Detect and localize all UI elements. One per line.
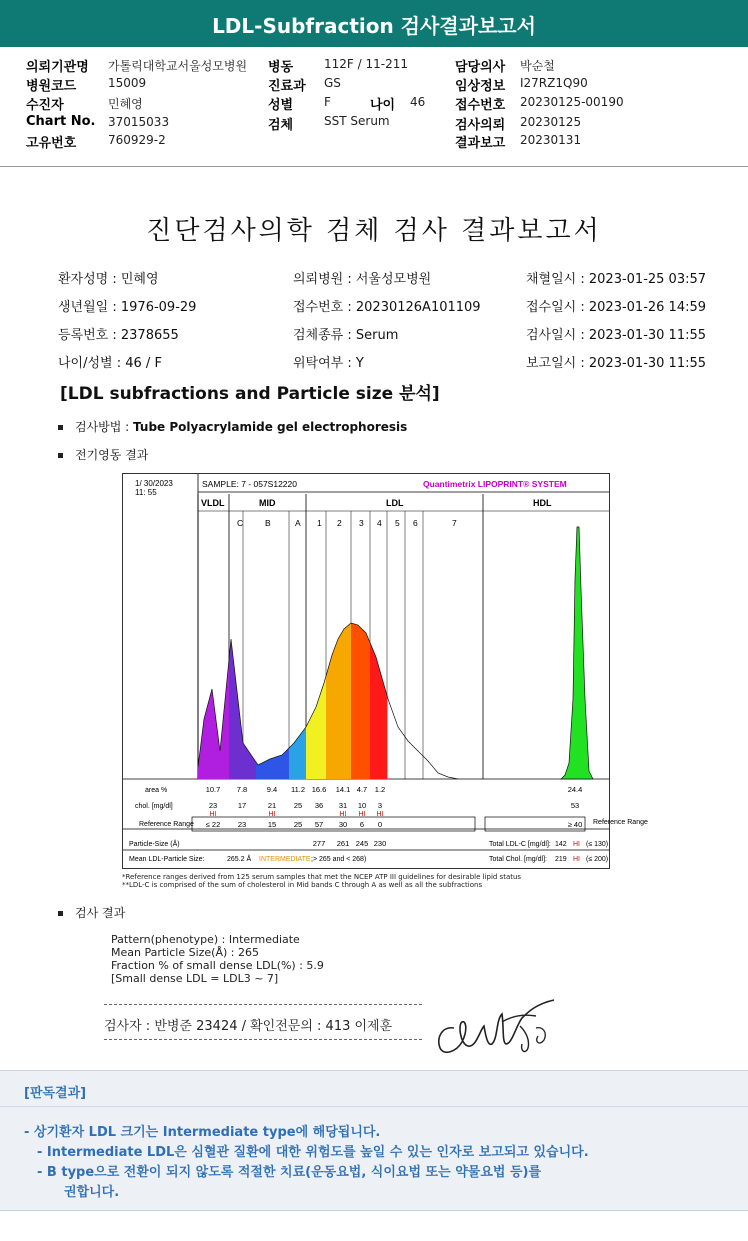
chart-date: 1/ 30/2023 bbox=[135, 479, 173, 488]
meta-label: 병원코드 bbox=[26, 79, 77, 94]
ldl4-area bbox=[370, 643, 387, 779]
chol-value: 21 bbox=[267, 801, 277, 810]
signature-text: 검사자 : 반병준 23424 / 확인전문의 : 413 이제훈 bbox=[104, 1019, 393, 1034]
row-label-size: Particle-Size (Å) bbox=[129, 841, 180, 848]
interpretation-line: - B type으로 전환이 되지 않도록 적절한 치료(운동요법, 식이요법 또는 약물요법 등)를 bbox=[37, 1165, 542, 1180]
method-item bbox=[58, 418, 407, 435]
chart-sample: SAMPLE: 7 - 057S12220 bbox=[202, 479, 297, 489]
bullet-square-icon bbox=[58, 911, 63, 916]
meta-value: GS bbox=[324, 76, 341, 90]
chart-brand: Quantimetrix LIPOPRINT® SYSTEM bbox=[423, 479, 567, 489]
patient-field: 나이/성별 : 46 / F bbox=[58, 356, 162, 371]
mean-size-range: ;> 265 and < 268) bbox=[311, 856, 367, 863]
band-label: C bbox=[237, 518, 244, 528]
meta-value-age: 46 bbox=[410, 95, 426, 109]
total-ldl-label: Total LDL-C [mg/dl]: bbox=[489, 841, 551, 848]
bullet-square-icon bbox=[58, 453, 63, 458]
reference-value: 57 bbox=[314, 820, 324, 829]
area-pct-value: 7.8 bbox=[236, 785, 248, 794]
interpretation-line: - 상기환자 LDL 크기는 Intermediate type에 해당됩니다. bbox=[24, 1125, 381, 1140]
patient-field: 보고일시 : 2023-01-30 11:55 bbox=[526, 356, 707, 371]
chol-value: 17 bbox=[237, 801, 247, 810]
group-label-hdl: HDL bbox=[533, 498, 552, 508]
band-label: 4 bbox=[377, 518, 382, 528]
chol-value: 31 bbox=[338, 801, 348, 810]
report-header-bar bbox=[0, 0, 748, 47]
band-label: 5 bbox=[395, 518, 400, 528]
method-label: 검사방법 : bbox=[75, 420, 134, 434]
hi-flag: HI bbox=[268, 811, 276, 818]
bullet-square-icon bbox=[58, 425, 63, 430]
reference-value: 6 bbox=[359, 820, 365, 829]
hi-flag: HI bbox=[358, 811, 366, 818]
ldl2-area bbox=[326, 623, 351, 779]
chart-footnotes bbox=[122, 873, 521, 889]
total-chol-ref: (≤ 200) bbox=[586, 856, 609, 863]
patient-field: 의뢰병원 : 서울성모병원 bbox=[293, 272, 432, 287]
ldl3-area bbox=[351, 623, 370, 779]
reference-value: 15 bbox=[267, 820, 277, 829]
meta-label: 임상정보 bbox=[455, 79, 506, 94]
chol-value: 10 bbox=[357, 801, 367, 810]
meta-label: Chart No. bbox=[26, 114, 96, 129]
area-pct-value: 4.7 bbox=[356, 785, 368, 794]
chol-value: 25 bbox=[293, 801, 303, 810]
meta-value: 민혜영 bbox=[108, 97, 143, 111]
reference-value: ≤ 22 bbox=[205, 820, 221, 829]
meta-label: 고유번호 bbox=[26, 136, 77, 151]
area-pct-value: 1.2 bbox=[374, 785, 386, 794]
report-header-title: LDL-Subfraction 검사결과보고서 bbox=[212, 14, 536, 38]
hi-flag: HI bbox=[376, 811, 384, 818]
result-line: Fraction % of small dense LDL(%) : 5.9 bbox=[111, 959, 324, 972]
hdl-area-value: 24.4 bbox=[567, 785, 583, 794]
result-item bbox=[58, 904, 125, 921]
interpretation-divider bbox=[0, 1106, 748, 1107]
particle-size-value: 261 bbox=[336, 839, 350, 848]
chart-footnote: *Reference ranges derived from 125 serum samples that met the NCEP ATP III guidelines for desirable lipid status bbox=[122, 873, 522, 881]
meta-value: 20230125-00190 bbox=[520, 95, 624, 109]
electro-label: 전기영동 결과 bbox=[75, 448, 149, 462]
group-label-mid: MID bbox=[259, 498, 276, 508]
area-pct-value: 16.6 bbox=[311, 785, 327, 794]
meta-value: SST Serum bbox=[324, 114, 390, 128]
result-label: 검사 결과 bbox=[75, 906, 126, 920]
particle-size-value: 277 bbox=[312, 839, 326, 848]
result-line: Mean Particle Size(Å) : 265 bbox=[111, 946, 259, 959]
area-pct-value: 10.7 bbox=[205, 785, 221, 794]
reference-value: 23 bbox=[237, 820, 247, 829]
mean-size-class: INTERMEDIATE bbox=[259, 856, 311, 863]
interpretation-heading: [판독결과] bbox=[24, 1086, 87, 1101]
meta-label: 검체 bbox=[268, 118, 294, 133]
patient-field: 접수일시 : 2023-01-26 14:59 bbox=[526, 300, 707, 315]
reference-value: 25 bbox=[293, 820, 303, 829]
patient-field: 환자성명 : 민혜영 bbox=[58, 272, 159, 287]
mid-a-area bbox=[289, 727, 306, 779]
vldl-area bbox=[198, 659, 229, 779]
meta-value: F bbox=[324, 95, 331, 109]
patient-field: 채혈일시 : 2023-01-25 03:57 bbox=[526, 272, 707, 287]
request-info-panel bbox=[0, 52, 748, 167]
analysis-subtitle: [LDL subfractions and Particle size 분석] bbox=[60, 384, 440, 404]
chol-value: 23 bbox=[208, 801, 218, 810]
electro-item bbox=[58, 446, 148, 463]
report-title: 진단검사의학 검체 검사 결과보고서 bbox=[146, 216, 602, 246]
area-pct-value: 9.4 bbox=[266, 785, 278, 794]
method-value: Tube Polyacrylamide gel electrophoresis bbox=[133, 420, 408, 434]
mid-c-area bbox=[229, 639, 256, 779]
meta-value: 112F / 11-211 bbox=[324, 57, 408, 71]
row-label-mean: Mean LDL-Particle Size: bbox=[129, 856, 205, 863]
meta-label: 성별 bbox=[268, 98, 294, 113]
meta-label: 검사의뢰 bbox=[455, 118, 506, 133]
result-line: Pattern(phenotype) : Intermediate bbox=[111, 933, 300, 946]
band-label: 1 bbox=[317, 518, 322, 528]
total-chol-label: Total Chol. [mg/dl]: bbox=[489, 856, 547, 863]
meta-value: I27RZ1Q90 bbox=[520, 76, 588, 90]
reference-value: 30 bbox=[338, 820, 348, 829]
particle-size-value: 245 bbox=[355, 839, 369, 848]
result-summary bbox=[111, 933, 324, 985]
result-line: [Small dense LDL = LDL3 ~ 7] bbox=[111, 972, 279, 985]
meta-label-age: 나이 bbox=[370, 98, 396, 113]
interpretation-line: 권합니다. bbox=[64, 1185, 120, 1200]
mean-size-value: 265.2 Å bbox=[227, 856, 252, 863]
patient-field: 위탁여부 : Y bbox=[293, 356, 364, 371]
hdl-area bbox=[561, 527, 593, 779]
total-ldl-value: 142 bbox=[555, 841, 567, 848]
row-label-area: area % bbox=[145, 787, 168, 794]
handwritten-signature-icon bbox=[432, 998, 562, 1060]
meta-value: 760929-2 bbox=[108, 133, 166, 147]
meta-value: 20230131 bbox=[520, 133, 582, 147]
lipoprint-chart-svg bbox=[123, 474, 648, 868]
meta-label: 수진자 bbox=[26, 98, 64, 113]
meta-label: 담당의사 bbox=[455, 60, 506, 75]
total-chol-value: 219 bbox=[555, 856, 567, 863]
signature-rule bbox=[104, 1004, 422, 1005]
total-ldl-hi: HI bbox=[573, 841, 580, 848]
ldl1-area bbox=[306, 676, 326, 779]
meta-value: 가톨릭대학교서울성모병원 bbox=[108, 59, 248, 73]
band-label: 7 bbox=[452, 518, 457, 528]
chol-value: 36 bbox=[314, 801, 324, 810]
chol-value: 3 bbox=[377, 801, 383, 810]
signature-rule bbox=[104, 1039, 422, 1040]
chart-time: 11: 55 bbox=[135, 488, 157, 497]
particle-size-value: 230 bbox=[373, 839, 387, 848]
meta-value: 20230125 bbox=[520, 115, 582, 129]
meta-label: 결과보고 bbox=[455, 136, 506, 151]
lipoprint-chart bbox=[122, 473, 648, 869]
band-label: A bbox=[295, 518, 301, 528]
band-label: 6 bbox=[413, 518, 418, 528]
band-label: 3 bbox=[359, 518, 364, 528]
total-chol-hi: HI bbox=[573, 856, 580, 863]
patient-field: 접수번호 : 20230126A101109 bbox=[293, 300, 481, 315]
reference-value: 0 bbox=[377, 820, 383, 829]
meta-label: 진료과 bbox=[268, 79, 306, 94]
band-label: 2 bbox=[337, 518, 342, 528]
meta-label: 병동 bbox=[268, 60, 294, 75]
hdl-reference-value: ≥ 40 bbox=[567, 820, 583, 829]
meta-value: 박순철 bbox=[520, 59, 555, 73]
row-label-ref: Reference Range bbox=[139, 821, 194, 828]
patient-field: 검체종류 : Serum bbox=[293, 328, 399, 343]
area-pct-value: 14.1 bbox=[335, 785, 351, 794]
band-label: B bbox=[265, 518, 271, 528]
hi-flag: HI bbox=[339, 811, 347, 818]
meta-label: 의뢰기관명 bbox=[26, 60, 89, 75]
total-ldl-ref: (≤ 130) bbox=[586, 841, 609, 848]
meta-label: 접수번호 bbox=[455, 98, 506, 113]
hdl-ref-label: Reference Range bbox=[593, 819, 648, 826]
meta-value: 15009 bbox=[108, 76, 147, 90]
meta-value: 37015033 bbox=[108, 115, 170, 129]
patient-field: 등록번호 : 2378655 bbox=[58, 328, 179, 343]
group-label-vldl: VLDL bbox=[201, 498, 225, 508]
hi-flag: HI bbox=[209, 811, 217, 818]
patient-field: 생년월일 : 1976-09-29 bbox=[58, 300, 197, 315]
group-label-ldl: LDL bbox=[386, 498, 404, 508]
area-pct-value: 11.2 bbox=[290, 785, 306, 794]
row-label-chol: chol. [mg/dl] bbox=[135, 803, 173, 810]
patient-field: 검사일시 : 2023-01-30 11:55 bbox=[526, 328, 707, 343]
chart-footnote: **LDL-C is comprised of the sum of cholesterol in Mid bands C through A as well as all the subfractions bbox=[122, 881, 483, 889]
interpretation-line: - Intermediate LDL은 심혈관 질환에 대한 위험도를 높일 수 있는 인자로 보고되고 있습니다. bbox=[37, 1145, 589, 1160]
hdl-chol-value: 53 bbox=[570, 801, 580, 810]
